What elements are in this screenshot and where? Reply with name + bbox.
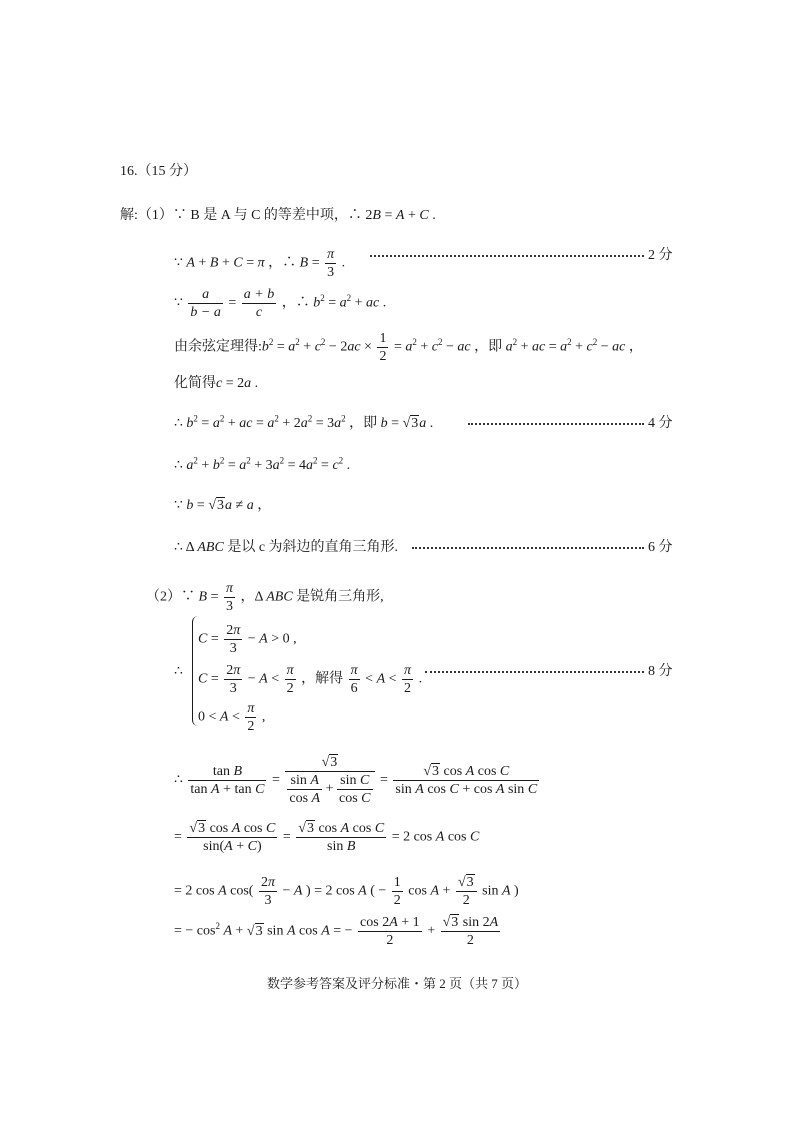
leader-dots-3 [412, 547, 644, 549]
line-8: ∵ b = √3a ≠ a ， [174, 498, 272, 513]
points-2: 2 分 [648, 248, 673, 263]
text-s8: 解得 [315, 671, 344, 687]
line-6: ∴ $b^2 = a^2$ + ac = $a^2 + 2a^2 = 3a^2$ ，即 b = √3a . [174, 413, 434, 431]
text-s4: 化简得 [174, 376, 216, 391]
line-3: ∵ $\frac{a}{b - a}$ = $\frac{a + b}{c}$ ，∴ $b^2 = a^2$ + ac . [174, 287, 387, 320]
therefore-symbol: ∴ [174, 664, 183, 679]
part-2-label: （2） [146, 589, 181, 605]
line-13: = 2 cos A cos( $\frac{2\pi}{3}$ − A ) = 2 cos A ( − $\frac{1}{2}$ cos A + $\frac{√3}{2}$ sin A ) [174, 875, 519, 908]
leader-dots-4 [425, 671, 644, 673]
leader-dots-2 [468, 423, 644, 425]
system-row-1: C = $\frac{2\pi}{3}$ − A > 0 , [198, 623, 297, 656]
points-4: 4 分 [648, 416, 673, 431]
text-s6: 是以 c 为斜边的直角三角形. [227, 540, 399, 555]
text-s7: 是锐角三角形, [296, 589, 384, 605]
line-5: 化简得c = 2a . [174, 376, 259, 391]
text-s1: B 是 A 与 C 的等差中项， [190, 208, 348, 223]
system-row-3: 0 < A < $\frac{\pi}{2}$ , [198, 701, 266, 734]
line-1: 解:（1）∵ B 是 A 与 C 的等差中项，∴ 2B = A + C . [120, 208, 436, 223]
text-s5: 即 [363, 416, 378, 431]
part-1-label: （1） [137, 208, 173, 223]
solution-label: 解: [120, 208, 138, 223]
text-s3: 即 [488, 339, 503, 355]
problem-score: （15 分） [137, 164, 197, 179]
line-12: = $\frac{\text{√3 cos A cos C}}{\sin(A + C)}$ = $\frac{\text{√3 cos A cos C}}{\text{sin B}}$ = 2 cos A cos C [174, 821, 480, 854]
line-7: ∴ $a^2 + b^2 = a^2 + 3a^2 = 4a^2 = c^2$ . [174, 455, 351, 473]
problem-number: 16. [120, 164, 138, 179]
points-6: 6 分 [648, 540, 673, 555]
points-8: 8 分 [648, 664, 673, 679]
line-10: （2）∵ B = $\frac{\pi}{3}$ ，Δ ABC 是锐角三角形, [146, 581, 384, 614]
page-footer: 数学参考答案及评分标准・第 2 页（共 7 页） [266, 976, 527, 991]
text-s2: 由余弦定理得: [174, 339, 262, 355]
leader-dots-1 [370, 255, 644, 257]
line-2: ∵ A + B + C = π ，∴ B = $\frac{\pi}{3}$ . [174, 247, 346, 280]
line-9: ∴ Δ ABC 是以 c 为斜边的直角三角形. [174, 540, 399, 555]
problem-header [120, 162, 197, 182]
line-11: ∴ $\frac{\text{tan B}}{\text{tan A + tan C}}$ = √3 $\frac{\text{sin A}}{\text{cos A}}$ + $\frac{\text{sin C}}{\text{cos C}}$ = $\frac{\text{√3 cos A cos C}}{\text{sin A cos C + cos A sin C}}$ [174, 755, 538, 806]
system-row-2: C = $\frac{2\pi}{3}$ − A < $\frac{\pi}{2}$ ，解得 $\frac{\pi}{6}$ < A < $\frac{\pi}{2}$ . [198, 663, 423, 696]
line-14: = − $\cos^2 A + √3$ sin A cos A = − $\frac{\cos 2A + 1}{2}$ + $\frac{√3 \sin 2A}{2}$ [174, 915, 499, 948]
line-4: 由余弦定理得$:b^2 = a^2 + c^2 - 2ac$ × $\frac{1}{2}$ = $a^2 + c^2$ − ac ，即 $a^2$ + ac = $a^2 + c^2$ − ac ， [174, 331, 643, 364]
